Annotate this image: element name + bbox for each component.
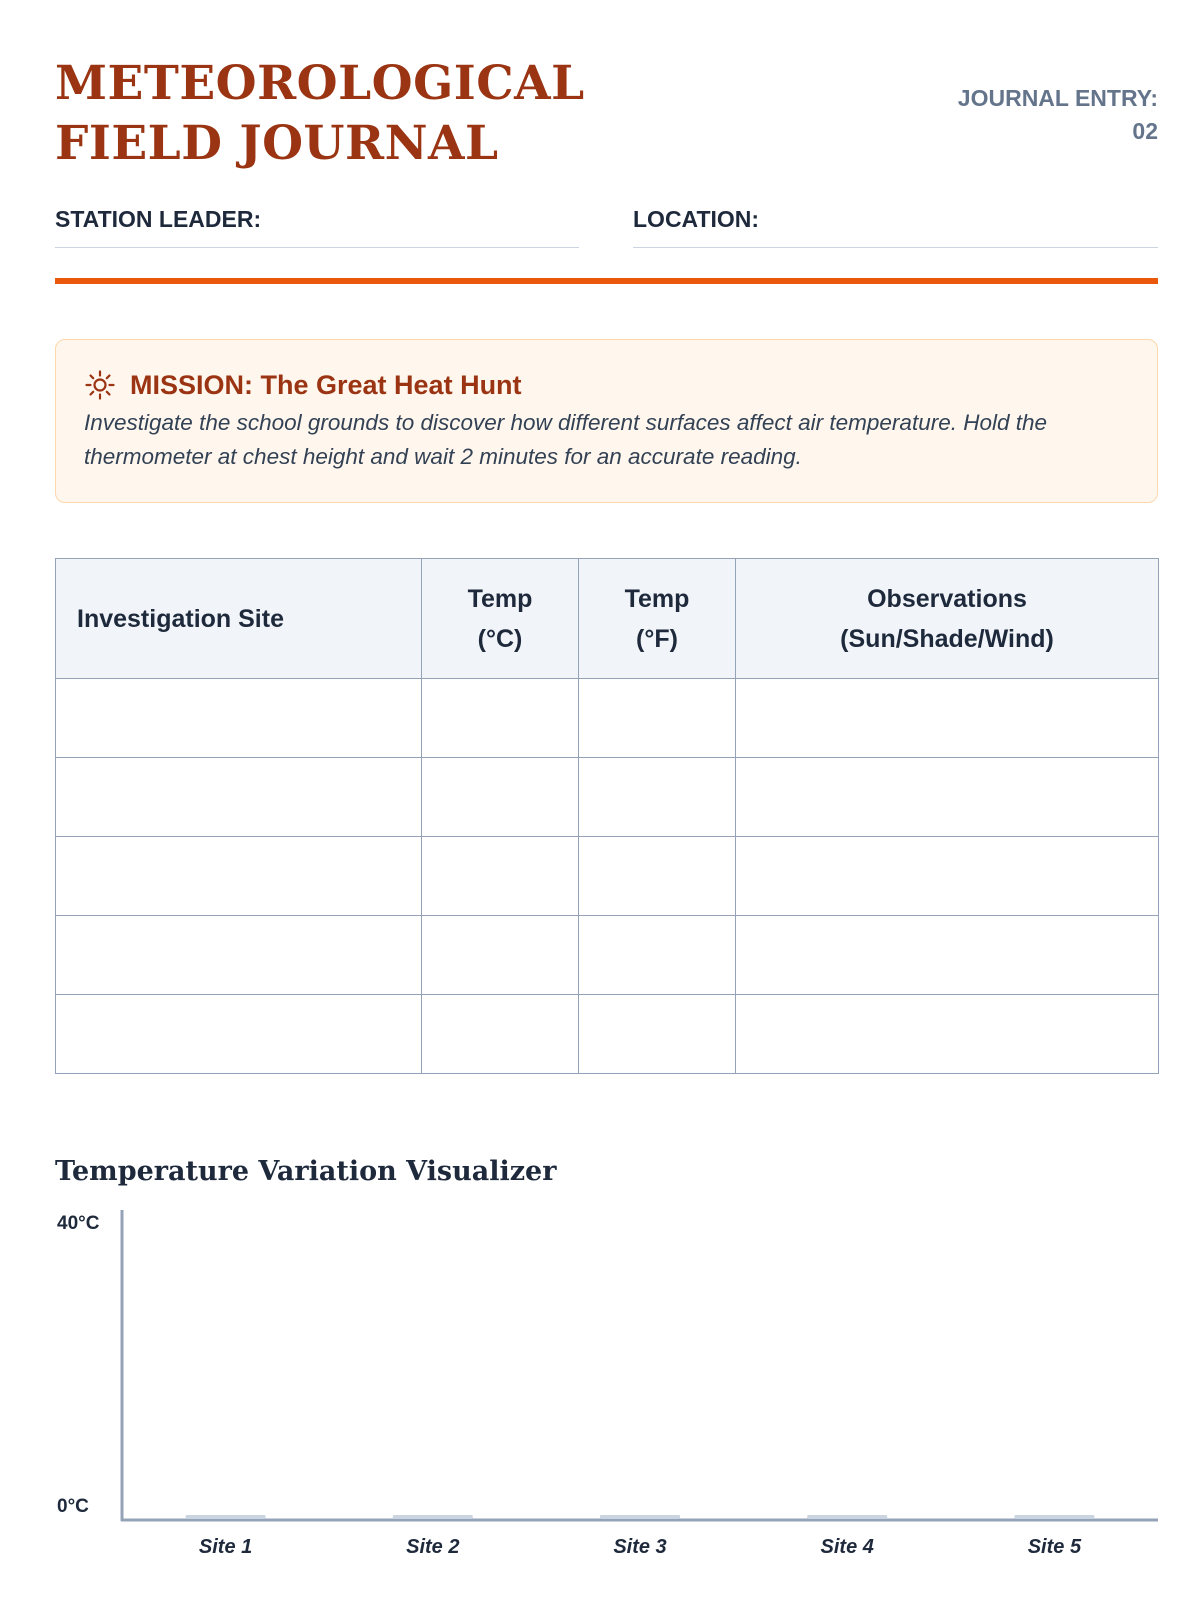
sun-icon: [84, 369, 116, 401]
header-temp-c: Temp (°C): [422, 559, 579, 679]
table-cell[interactable]: [579, 679, 736, 758]
journal-entry-number: 02: [1132, 118, 1158, 144]
table-cell[interactable]: [579, 995, 736, 1074]
table-cell[interactable]: [422, 758, 579, 837]
table-cell[interactable]: [579, 837, 736, 916]
x-tick-label: Site 2: [406, 1536, 460, 1558]
bar-site-3: [600, 1515, 680, 1519]
table-cell[interactable]: [56, 758, 422, 837]
header-observations: Observations (Sun/Shade/Wind): [736, 559, 1159, 679]
y-tick-label-min: 0°C: [57, 1496, 89, 1517]
mission-title: MISSION: The Great Heat Hunt: [130, 369, 522, 400]
table-cell[interactable]: [579, 758, 736, 837]
table-cell[interactable]: [422, 837, 579, 916]
worksheet-page: [55, 0, 1158, 1600]
table-cell[interactable]: [736, 758, 1159, 837]
table-cell[interactable]: [56, 916, 422, 995]
table-cell[interactable]: [579, 916, 736, 995]
mission-description: Investigate the school grounds to discover how different surfaces affect air temperature. Hold the thermometer at chest height and wait 2 minutes for an accurate reading.: [84, 410, 1048, 469]
journal-entry: [958, 82, 1158, 148]
temperature-chart: [55, 1210, 1158, 1600]
mission-box: [55, 339, 1158, 503]
x-tick-label: Site 3: [613, 1536, 667, 1558]
table-cell[interactable]: [422, 679, 579, 758]
header-divider: [55, 278, 1158, 284]
journal-entry-label: JOURNAL ENTRY:: [957, 85, 1158, 111]
location-field[interactable]: [633, 206, 1158, 248]
table-cell[interactable]: [736, 837, 1159, 916]
table-cell[interactable]: [56, 837, 422, 916]
table-header-row: [56, 559, 1159, 679]
table-row: [56, 916, 1159, 995]
table-cell[interactable]: [422, 916, 579, 995]
table-cell[interactable]: [736, 995, 1159, 1074]
bar-site-2: [393, 1515, 473, 1519]
x-tick-label: Site 5: [1027, 1536, 1082, 1558]
observation-table: [55, 558, 1159, 1074]
bar-site-1: [186, 1515, 266, 1519]
table-row: [56, 758, 1159, 837]
table-row: [56, 679, 1159, 758]
x-tick-label: Site 4: [820, 1536, 874, 1558]
bar-site-5: [1014, 1515, 1094, 1519]
station-leader-field[interactable]: [55, 206, 579, 248]
table-row: [56, 837, 1159, 916]
table-cell[interactable]: [56, 679, 422, 758]
page-title: METEOROLOGICAL FIELD JOURNAL: [55, 56, 585, 171]
table-row: [56, 995, 1159, 1074]
header-investigation-site: Investigation Site: [56, 559, 422, 679]
header-temp-f: Temp (°F): [579, 559, 736, 679]
x-tick-label: Site 1: [198, 1536, 253, 1558]
mission-heading: [84, 368, 1129, 402]
bar-site-4: [807, 1515, 887, 1519]
table-cell[interactable]: [422, 995, 579, 1074]
table-cell[interactable]: [736, 679, 1159, 758]
table-cell[interactable]: [56, 995, 422, 1074]
y-tick-label-max: 40°C: [57, 1213, 100, 1234]
station-leader-label: STATION LEADER:: [55, 206, 262, 232]
chart-title: Temperature Variation Visualizer: [55, 1156, 557, 1187]
table-cell[interactable]: [736, 916, 1159, 995]
location-label: LOCATION:: [633, 206, 760, 232]
